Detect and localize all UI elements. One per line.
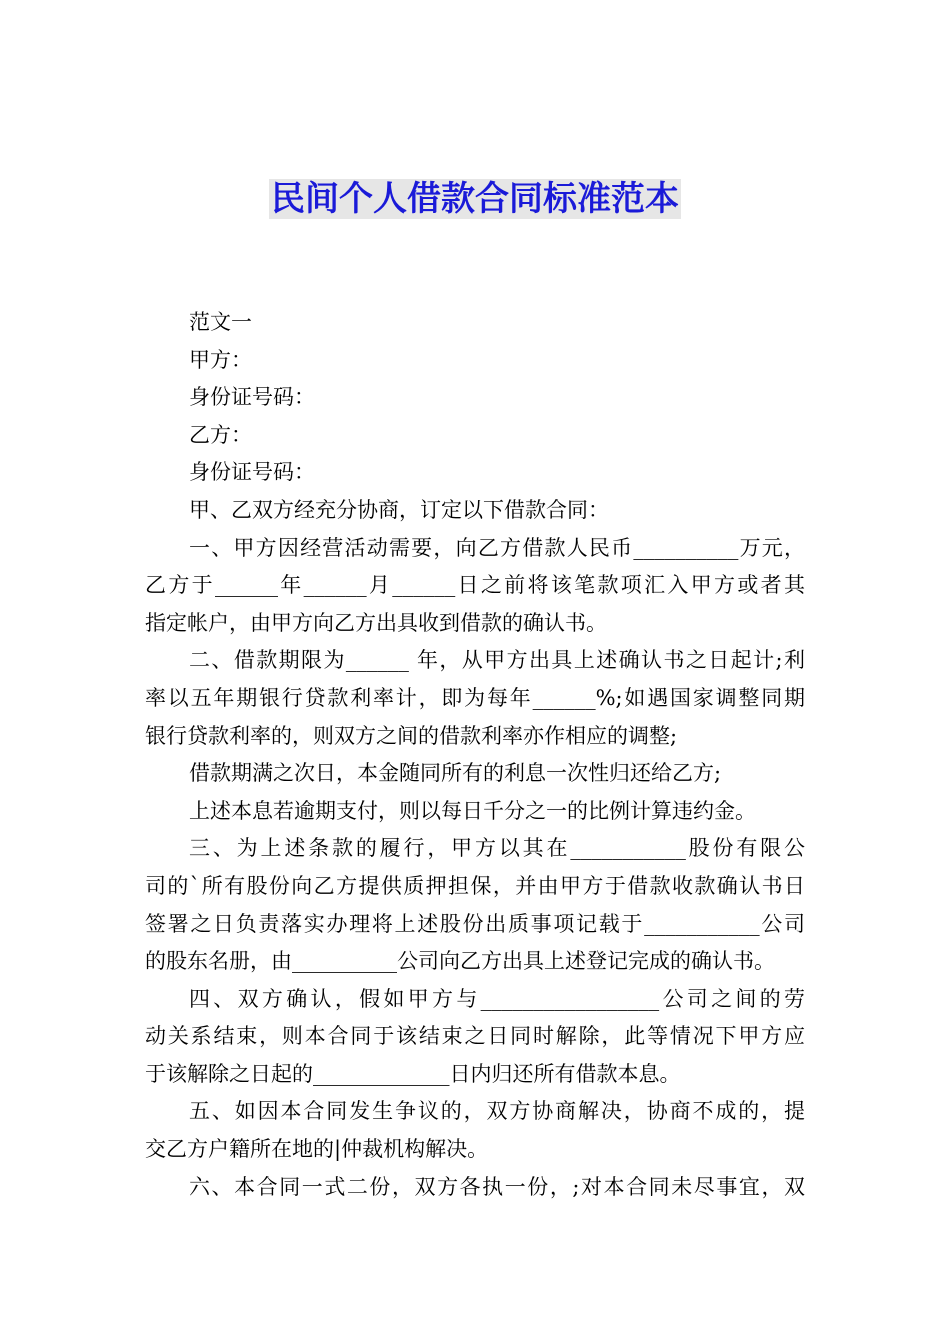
text-line: 一、甲方因经营活动需要，向乙方借款人民币__________万元， — [189, 535, 805, 560]
text-line: 司的`所有股份向乙方提供质押担保，并由甲方于借款收款确认书日 — [145, 873, 805, 898]
text-line: 乙方于______年______月______日之前将该笔款项汇入甲方或者其 — [145, 573, 805, 598]
text-line: 甲、乙双方经充分协商，订定以下借款合同： — [189, 497, 609, 522]
text-line: 三、为上述条款的履行，甲方以其在___________股份有限公 — [189, 836, 805, 861]
text-line: 动关系结束，则本合同于该结束之日同时解除，此等情况下甲方应 — [145, 1024, 805, 1049]
text-line: 六、本合同一式二份，双方各执一份，;对本合同未尽事宜，双 — [189, 1174, 805, 1199]
text-line: 五、如因本合同发生争议的，双方协商解决，协商不成的，提 — [189, 1099, 805, 1124]
text-line: 身份证号码： — [189, 460, 315, 485]
title-text: 民间个人借款合同标准范本 — [271, 179, 679, 219]
text-line: 借款期满之次日，本金随同所有的利息一次性归还给乙方; — [189, 761, 722, 786]
text-line: 乙方： — [189, 422, 252, 447]
text-line: 银行贷款利率的，则双方之间的借款利率亦作相应的调整; — [145, 723, 678, 748]
text-line: 上述本息若逾期支付，则以每日千分之一的比例计算违约金。 — [189, 798, 756, 823]
text-line: 交乙方户籍所在地的|仲裁机构解决。 — [145, 1137, 489, 1162]
text-line: 签署之日负责落实办理将上述股份出质事项记载于___________公司 — [145, 911, 805, 936]
text-line: 的股东名册，由__________公司向乙方出具上述登记完成的确认书。 — [145, 949, 775, 974]
document-body — [145, 304, 805, 1206]
text-line: 甲方： — [189, 347, 252, 372]
text-line: 于该解除之日起的_____________日内归还所有借款本息。 — [145, 1061, 681, 1086]
text-line: 四、双方确认，假如甲方与_________________公司之间的劳 — [189, 986, 805, 1011]
text-line: 率以五年期银行贷款利率计，即为每年______%;如遇国家调整同期 — [145, 685, 805, 710]
text-line: 二、借款期限为______ 年，从甲方出具上述确认书之日起计;利 — [189, 648, 805, 673]
text-line: 身份证号码： — [189, 385, 315, 410]
text-line: 指定帐户，由甲方向乙方出具收到借款的确认书。 — [145, 610, 607, 635]
text-line: 范文一 — [189, 310, 252, 334]
document-title — [0, 176, 950, 222]
